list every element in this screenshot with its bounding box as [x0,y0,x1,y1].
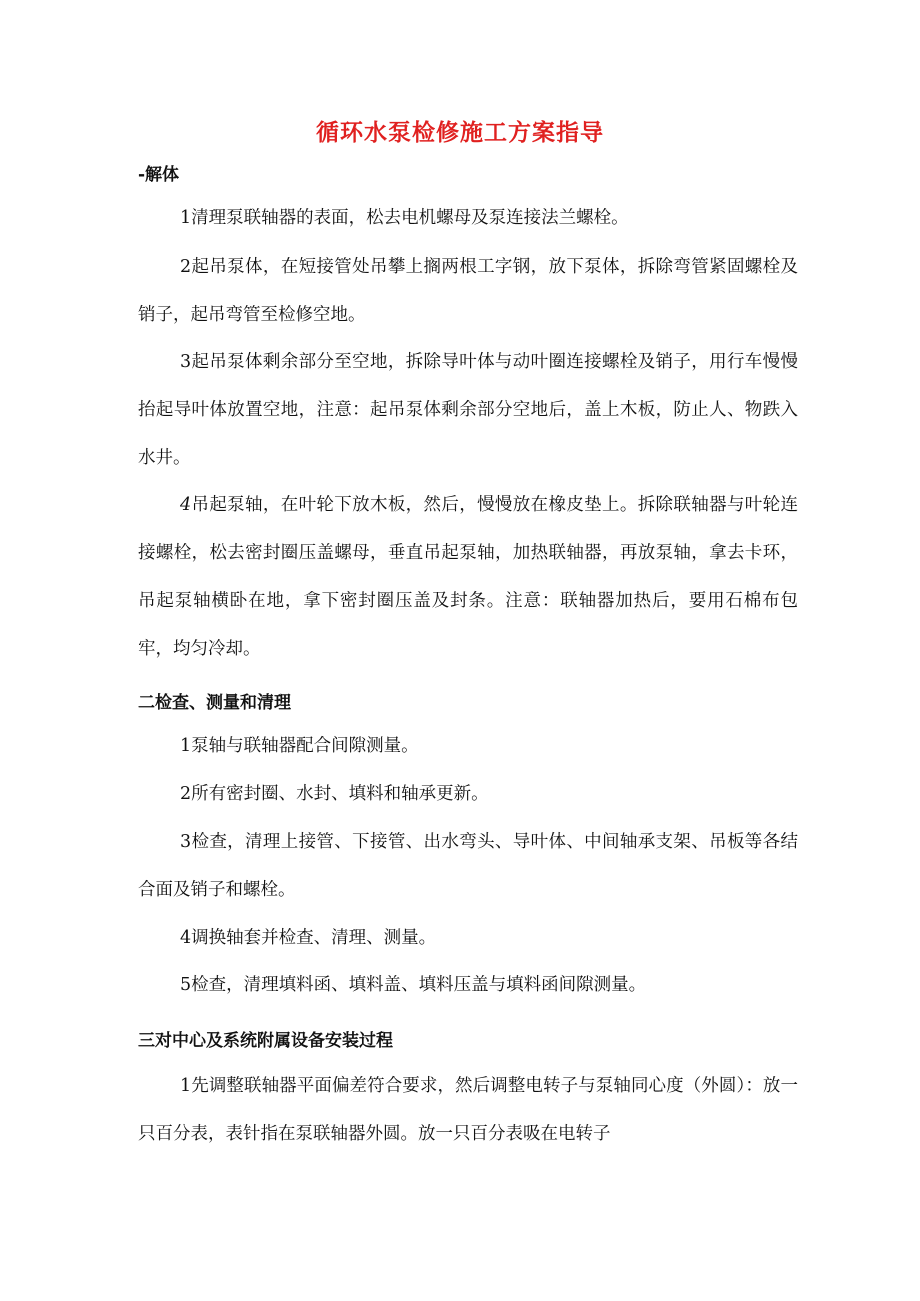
section-heading-alignment: 三对中心及系统附属设备安装过程 [138,1031,393,1051]
document-title: 循环水泵检修施工方案指导 [316,120,604,146]
paragraph-3-1 [138,1062,798,1158]
paragraph-number: 3 [180,352,192,372]
paragraph-2-5 [138,961,798,1009]
paragraph-2-3 [138,818,798,914]
paragraph-number: 1 [180,736,192,756]
paragraph-2-1 [138,722,798,770]
paragraph-1-1 [138,194,798,242]
paragraph-number: 3 [180,832,192,852]
paragraph-1-4 [138,481,798,673]
paragraph-number: 1 [180,208,192,228]
paragraph-text: 起吊泵体剩余部分至空地，拆除导叶体与动叶圈连接螺栓及销子，用行车慢慢抬起导叶体放置空地，注意：起吊泵体剩余部分空地后，盖上木板，防止人、物跌入水井。 [138,352,798,468]
paragraph-text: 检查，清理填料函、填料盖、填料压盖与填料函间隙测量。 [191,975,647,995]
paragraph-2-2 [138,770,798,818]
paragraph-number: 4 [180,928,192,948]
paragraph-number: 2 [180,784,192,804]
paragraph-1-3 [138,338,798,482]
paragraph-text: 吊起泵轴，在叶轮下放木板，然后，慢慢放在橡皮垫上。拆除联轴器与叶轮连接螺栓，松去密封圈压盖螺母，垂直吊起泵轴，加热联轴器，再放泵轴，拿去卡环，吊起泵轴横卧在地，拿下密封圈压盖及封条。注意：联轴器加热后，要用石棉布包牢，均匀冷却。 [138,495,798,659]
paragraph-number: 2 [180,257,192,277]
paragraph-text: 起吊泵体，在短接管处吊攀上搁两根工字钢，放下泵体，拆除弯管紧固螺栓及销子，起吊弯管至检修空地。 [138,257,798,325]
paragraph-number: 4 [180,495,192,515]
paragraph-number: 5 [180,975,192,995]
paragraph-2-4 [138,914,798,962]
paragraph-text: 所有密封圈、水封、填料和轴承更新。 [191,784,489,804]
paragraph-text: 先调整联轴器平面偏差符合要求，然后调整电转子与泵轴同心度（外圆）：放一只百分表，表针指在泵联轴器外圆。放一只百分表吸在电转子 [138,1076,798,1144]
paragraph-text: 清理泵联轴器的表面，松去电机螺母及泵连接法兰螺栓。 [191,208,629,228]
section-heading-inspection: 二检查、测量和清理 [138,693,291,713]
paragraph-number: 1 [180,1076,192,1096]
paragraph-text: 调换轴套并检查、清理、测量。 [191,928,437,948]
section-heading-disassembly: -解体 [138,165,180,185]
paragraph-text: 检查，清理上接管、下接管、出水弯头、导叶体、中间轴承支架、吊板等各结合面及销子和螺栓。 [138,832,798,900]
paragraph-1-2 [138,243,798,339]
paragraph-text: 泵轴与联轴器配合间隙测量。 [191,736,419,756]
